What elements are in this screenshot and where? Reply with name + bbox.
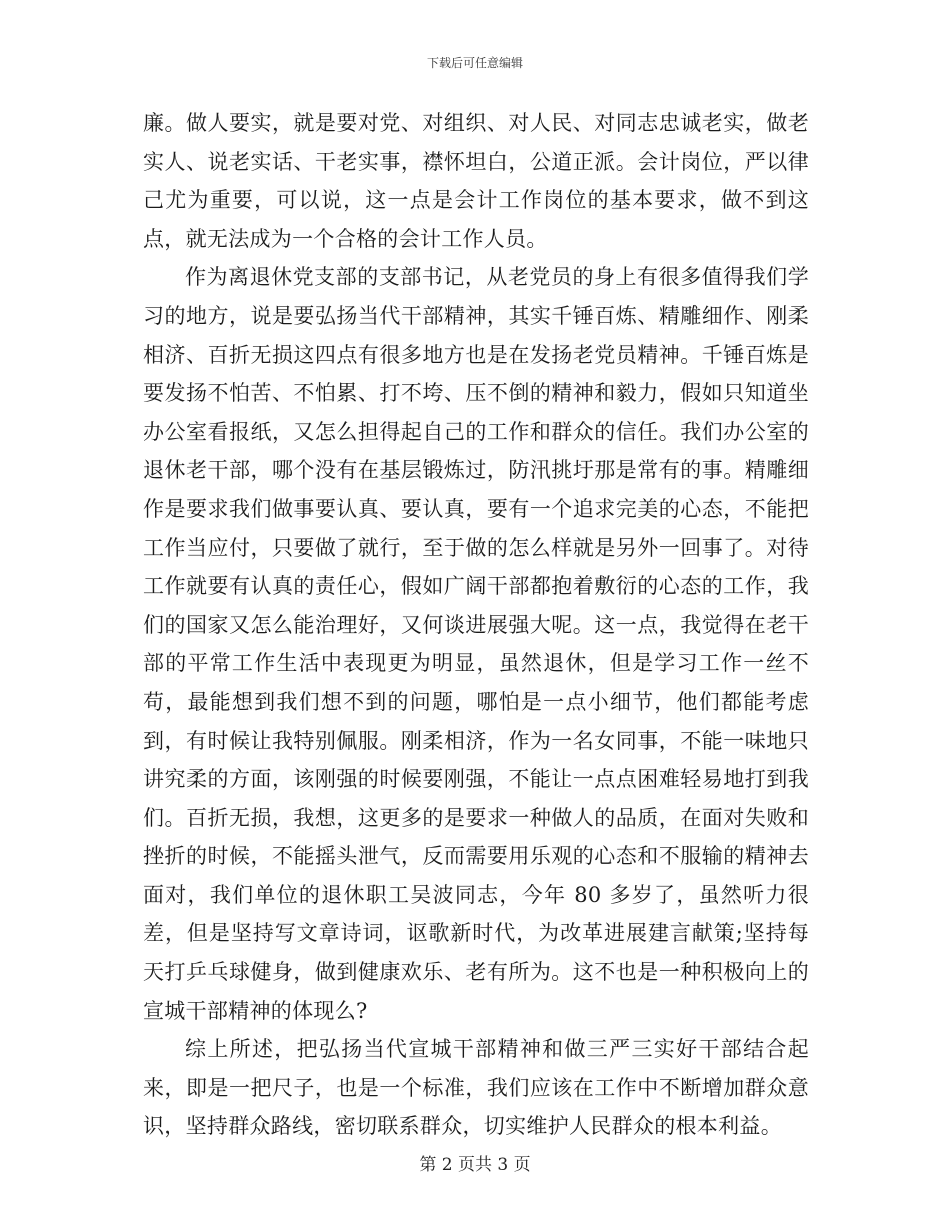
paragraph-summary: 综上所述，把弘扬当代宣城干部精神和做三严三实好干部结合起来，即是一把尺子，也是一个标准，我们应该在工作中不断增加群众意识，坚持群众路线，密切联系群众，切实维护人民群众的根本利益。: [143, 1037, 809, 1139]
paragraph-party-branch: 作为离退休党支部的支部书记，从老党员的身上有很多值得我们学习的地方，说是要弘扬当代干部精神，其实千锤百炼、精雕细作、刚柔相济、百折无损这四点有很多地方也是在发扬老党员精神。千锤百炼是要发扬不怕苦、不怕累、打不垮、压不倒的精神和毅力，假如只知道坐办公室看报纸，又怎么担得起自己的工作和群众的信任。我们办公室的退休老干部，哪个没有在基层锻炼过，防汛挑圩那是常有的事。精雕细作是要求我们做事要认真、要认真，要有一个追求完美的心态，不能把工作当应付，只要做了就行，至于做的怎么样就是另外一回事了。对待工作就要有认真的责任心，假如广阔干部都抱着敷衍的心态的工作，我们的国家又怎么能治理好，又何谈进展强大呢。这一点，我觉得在老干部的平常工作生活中表现更为明显，虽然退休，但是学习工作一丝不苟，最能想到我们想不到的问题，哪怕是一点小细节，他们都能考虑到，有时候让我特别佩服。刚柔相济，作为一名女同事，不能一味地只讲究柔的方面，该刚强的时候要刚强，不能让一点点困难轻易地打到我们。百折无损，我想，这更多的是要求一种做人的品质，在面对失败和挫折的时候，不能摇头泄气，反而需要用乐观的心态和不服输的精神去面对，我们单位的退休职工吴波同志，今年 80 多岁了，虽然听力很差，但是坚持写文章诗词，讴歌新时代，为改革进展建言献策;坚持每天打乒乓球健身，做到健康欢乐、老有所为。这不也是一种积极向上的宣城干部精神的体现么?: [143, 265, 809, 1023]
page-number: 第 2 页共 3 页: [419, 1155, 531, 1175]
document-body: [143, 104, 809, 1146]
paragraph-continuation: 廉。做人要实，就是要对党、对组织、对人民、对同志忠诚老实，做老实人、说老实话、干老实事，襟怀坦白，公道正派。会计岗位，严以律己尤为重要，可以说，这一点是会计工作岗位的基本要求，做不到这点，就无法成为一个合格的会计工作人员。: [143, 111, 809, 251]
page-header: 下载后可任意编辑: [426, 56, 523, 70]
